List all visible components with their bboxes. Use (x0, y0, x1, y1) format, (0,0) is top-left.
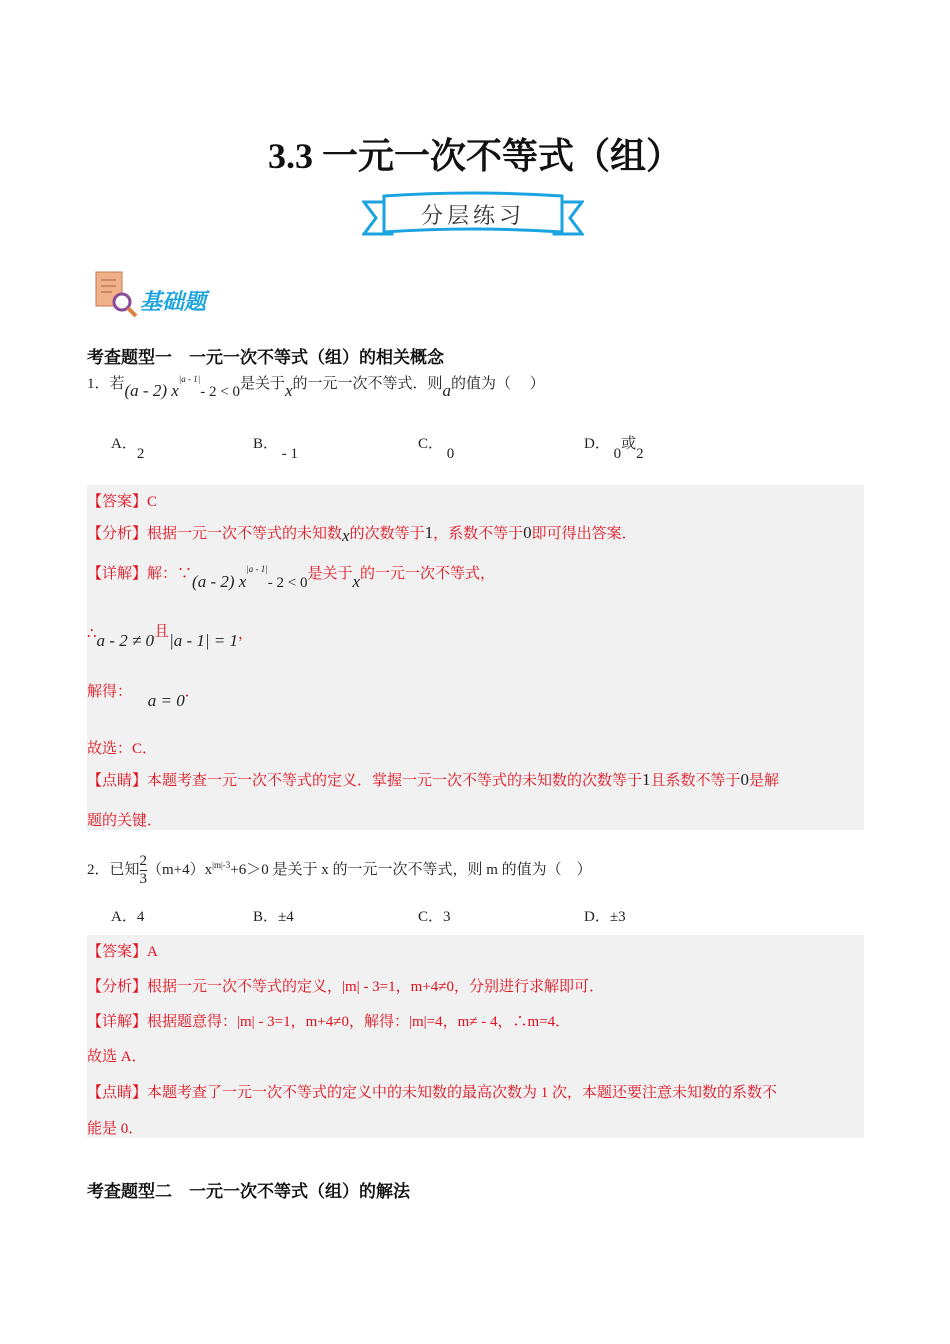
q2-comment-cont: 能是 0． (87, 1121, 144, 1137)
q1-therefore: ∴a - 2 ≠ 0且|a - 1| = 1， (87, 624, 254, 650)
question-1-stem: 1．若(a - 2) $x^{|a - 1|}-$ 2 < 0是关于x的一元一次不等式．则a的值为（ ） (87, 374, 545, 400)
q1-option-a[interactable]: A．2 (111, 436, 145, 462)
page-title: 3.3 一元一次不等式（组） (267, 136, 682, 176)
q2-detail: 【详解】根据题意得：|m| - 3=1，m+4≠0，解得：|m|=4，m≠ - 4，∴m=4． (87, 1014, 571, 1030)
banner-label: 分层练习 (420, 204, 525, 229)
document-magnifier-icon (92, 270, 140, 318)
q1-answer: 【答案】C (87, 494, 158, 510)
q2-solution-box (87, 935, 864, 1138)
section-label: 基础题 (140, 289, 207, 314)
q1-option-d[interactable]: D． 0或2 (584, 436, 644, 462)
q2-option-b[interactable]: B．±4 (253, 909, 294, 925)
question-type-heading: 考查题型二 一元一次不等式（组）的解法 (87, 1182, 410, 1202)
q2-option-a[interactable]: A．4 (111, 909, 145, 925)
q2-answer: 【答案】A (87, 944, 158, 960)
q2-option-c[interactable]: C．3 (418, 909, 451, 925)
q1-comment: 【点睛】本题考查一元一次不等式的定义．掌握一元一次不等式的未知数的次数等于1且系数不等于0是解 (87, 770, 780, 789)
q2-comment: 【点睛】本题考查了一元一次不等式的定义中的未知数的最高次数为 1 次，本题还要注意未知数的系数不 (87, 1085, 778, 1101)
q2-option-d[interactable]: D．±3 (584, 909, 626, 925)
q1-solve: 解得： a = 0． (87, 684, 200, 710)
question-type-heading: 考查题型一 一元一次不等式（组）的相关概念 (87, 348, 444, 368)
question-2-stem: 2．已知 $\frac{2}{3}$ $(m+4)x^{|m|-3}+6>0$ 是关于 x 的一元一次不等式，则 m 的值为（ ） (87, 853, 592, 887)
q1-choose: 故选：C． (87, 741, 158, 757)
q2-choose: 故选 A． (87, 1049, 147, 1065)
q2-analysis: 【分析】根据一元一次不等式的定义，|m| - 3=1，m+4≠0，分别进行求解即可． (87, 979, 605, 995)
q1-analysis: 【分析】根据一元一次不等式的未知数x的次数等于1，系数不等于0即可得出答案． (87, 523, 637, 545)
q1-option-b[interactable]: B． - 1 (253, 436, 299, 462)
q1-comment-cont: 题的关键． (87, 813, 163, 829)
q1-detail: 【详解】解：∵(a - 2) $x^{|a - 1|}-$ 2 < 0是关于x的一元一次不等式， (87, 564, 496, 591)
q1-option-c[interactable]: C． 0 (418, 436, 455, 462)
